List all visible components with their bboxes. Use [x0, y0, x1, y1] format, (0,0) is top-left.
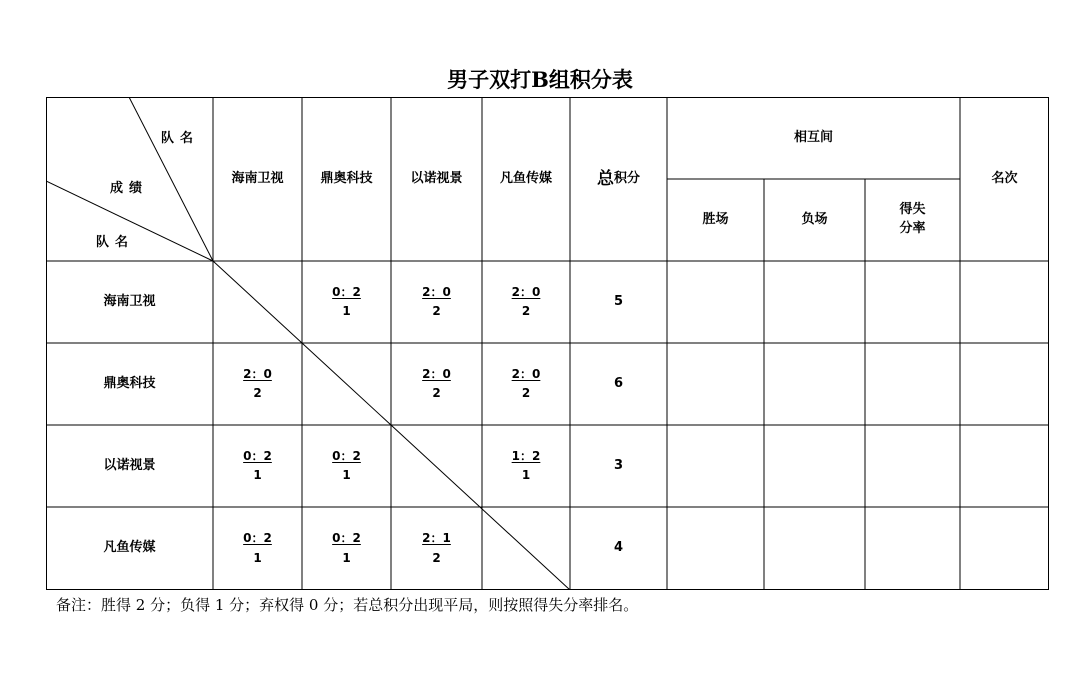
page-title: 男子双打B组积分表: [447, 67, 633, 92]
match-points: 1: [342, 550, 351, 565]
column-header-team-2: 鼎奥科技: [320, 170, 373, 186]
result-cell: [482, 343, 570, 425]
column-header-mutual: 相互间: [793, 129, 833, 145]
result-cell: [213, 343, 302, 425]
ratio-header-line1: 得失: [899, 202, 926, 218]
total-points-cell: 5: [613, 293, 624, 309]
result-cell: [302, 425, 391, 507]
column-header-team-1: 海南卫视: [231, 170, 284, 186]
match-points: 2: [432, 386, 441, 400]
match-points: 2: [521, 386, 531, 400]
match-score: 2：1: [422, 531, 451, 546]
match-points: 1: [521, 468, 531, 482]
match-points: 2: [432, 304, 441, 318]
row-header-team-1: 海南卫视: [103, 293, 156, 309]
result-cell: [482, 425, 570, 507]
match-points: 1: [253, 468, 262, 482]
match-score: 0：2: [332, 284, 361, 299]
corner-label-middle: 成绩: [110, 181, 149, 196]
column-header-rank: 名次: [991, 170, 1018, 186]
match-score: 2：0: [422, 366, 451, 381]
match-score: 2：0: [511, 284, 541, 299]
corner-label-top: 队名: [161, 131, 200, 146]
row-header-team-3: 以诺视景: [103, 457, 156, 473]
result-cell: [391, 507, 482, 590]
column-header-losses: 负场: [801, 211, 828, 227]
match-points: 2: [253, 386, 262, 400]
corner-label-bottom: 队名: [96, 235, 135, 250]
match-points: 1: [342, 468, 351, 482]
result-cell: [213, 507, 302, 590]
result-cell: [302, 507, 391, 590]
column-header-team-4: 凡鱼传媒: [499, 170, 552, 186]
match-score: 0：2: [243, 531, 272, 546]
total-points-cell: 4: [613, 540, 624, 556]
match-score: 2：0: [243, 366, 272, 381]
result-cell: [482, 261, 570, 343]
match-points: 1: [253, 550, 262, 565]
match-points: 2: [521, 304, 531, 318]
column-header-ratio: [865, 179, 960, 261]
match-score: 2：0: [422, 284, 451, 299]
ratio-header-line2: 分率: [899, 221, 926, 236]
footnote: 备注：胜得 2 分；负得 1 分；弃权得 0 分；若总积分出现平局，则按照得失分率排名。: [56, 596, 639, 614]
match-score: 1：2: [511, 448, 541, 463]
standings-table: [46, 97, 1049, 590]
match-score: 0：2: [332, 448, 361, 463]
row-header-team-4: 凡鱼传媒: [103, 540, 156, 556]
total-header-big: 总: [596, 168, 614, 189]
total-points-cell: 6: [613, 375, 624, 391]
result-cell: [213, 425, 302, 507]
total-points-cell: 3: [613, 457, 624, 473]
result-cell: [391, 343, 482, 425]
result-cell: [302, 261, 391, 343]
match-points: 2: [432, 550, 441, 565]
match-score: 0：2: [332, 531, 361, 546]
match-score: 2：0: [511, 366, 541, 381]
row-header-team-2: 鼎奥科技: [103, 375, 156, 391]
total-header-small: 积分: [613, 170, 640, 186]
column-header-total: [570, 97, 667, 261]
column-header-team-3: 以诺视景: [410, 170, 463, 186]
match-points: 1: [342, 304, 351, 318]
match-score: 0：2: [243, 448, 272, 463]
result-cell: [391, 261, 482, 343]
column-header-wins: 胜场: [702, 211, 729, 227]
